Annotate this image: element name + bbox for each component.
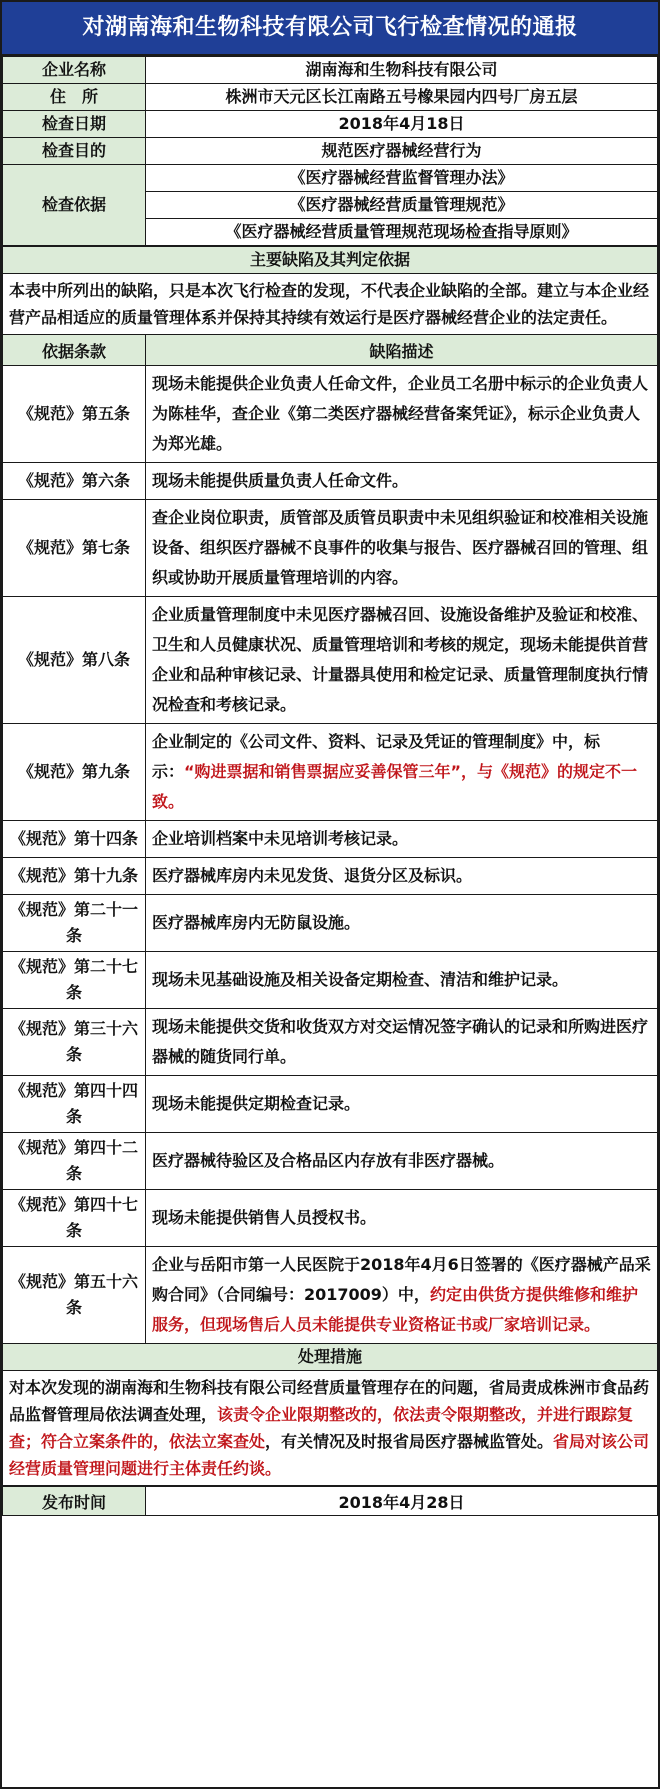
basis-label: 检查依据 xyxy=(3,165,146,246)
publish-table xyxy=(2,1486,658,1516)
defect-row xyxy=(3,366,658,463)
address-row xyxy=(3,84,658,111)
measures-text-highlight: 该责令企业限期整改的，依法责令限期整改，并进行跟踪复查；符合立案条件的，依法立案查处 xyxy=(9,1405,634,1451)
basis-item: 《医疗器械经营质量管理规范现场检查指导原则》 xyxy=(146,219,658,246)
defect-description xyxy=(146,1247,658,1344)
publish-row xyxy=(3,1487,658,1516)
defect-clause: 《规范》第四十七条 xyxy=(3,1190,146,1247)
basis-item: 《医疗器械经营质量管理规范》 xyxy=(146,192,658,219)
defect-description: 现场未能提供交货和收货双方对交运情况签字确认的记录和所购进医疗器械的随货同行单。 xyxy=(146,1009,658,1076)
company-label: 企业名称 xyxy=(3,57,146,84)
defect-row xyxy=(3,1076,658,1133)
measures-text-part: ，有关情况及时报省局医疗器械监管处。 xyxy=(265,1432,554,1451)
defect-description-text: 企业制定的《公司文件、资料、记录及凭证的管理制度》中，标示： xyxy=(152,732,601,781)
defect-row xyxy=(3,952,658,1009)
measures-text-highlight: 省局对该公司经营质量管理问题进行主体责任约谈。 xyxy=(9,1432,650,1478)
defect-clause: 《规范》第三十六条 xyxy=(3,1009,146,1076)
defect-clause: 《规范》第五条 xyxy=(3,366,146,463)
purpose-value: 规范医疗器械经营行为 xyxy=(146,138,658,165)
defect-row xyxy=(3,1190,658,1247)
measures-section-title: 处理措施 xyxy=(3,1344,658,1371)
description-column-header: 缺陷描述 xyxy=(146,335,658,366)
defect-row xyxy=(3,500,658,597)
defect-row xyxy=(3,1009,658,1076)
defect-description: 医疗器械库房内未见发货、退货分区及标识。 xyxy=(146,858,658,895)
defect-row xyxy=(3,463,658,500)
defect-description: 现场未能提供销售人员授权书。 xyxy=(146,1190,658,1247)
defect-row xyxy=(3,821,658,858)
defects-section-title: 主要缺陷及其判定依据 xyxy=(3,247,658,274)
defect-row xyxy=(3,895,658,952)
defect-description: 现场未能提供质量负责人任命文件。 xyxy=(146,463,658,500)
purpose-label: 检查目的 xyxy=(3,138,146,165)
company-value: 湖南海和生物科技有限公司 xyxy=(146,57,658,84)
inspection-date-value: 2018年4月18日 xyxy=(146,111,658,138)
defect-description: 企业质量管理制度中未见医疗器械召回、设施设备维护及验证和校准、卫生和人员健康状况、质量管理培训和考核的规定，现场未能提供首营企业和品种审核记录、计量器具使用和检定记录、质量管理制度执行情况检查和考核记录。 xyxy=(146,597,658,724)
defect-description: 现场未能提供定期检查记录。 xyxy=(146,1076,658,1133)
defect-description xyxy=(146,724,658,821)
publish-label: 发布时间 xyxy=(3,1487,146,1516)
defect-clause: 《规范》第十四条 xyxy=(3,821,146,858)
defect-clause: 《规范》第九条 xyxy=(3,724,146,821)
defect-row xyxy=(3,858,658,895)
address-label: 住 所 xyxy=(3,84,146,111)
defect-description: 现场未见基础设施及相关设备定期检查、清洁和维护记录。 xyxy=(146,952,658,1009)
defect-row xyxy=(3,1133,658,1190)
purpose-row xyxy=(3,138,658,165)
defect-description-highlight: 约定由供货方提供维修和维护服务，但现场售后人员未能提供专业资格证书或厂家培训记录。 xyxy=(152,1285,638,1334)
defect-clause: 《规范》第二十七条 xyxy=(3,952,146,1009)
defect-clause: 《规范》第二十一条 xyxy=(3,895,146,952)
defects-intro: 本表中所列出的缺陷，只是本次飞行检查的发现，不代表企业缺陷的全部。建立与本企业经营产品相适应的质量管理体系并保持其持续有效运行是医疗器械经营企业的法定责任。 xyxy=(3,274,658,335)
basis-row xyxy=(3,165,658,192)
inspection-date-row xyxy=(3,111,658,138)
defect-description: 医疗器械库房内无防鼠设施。 xyxy=(146,895,658,952)
defect-description: 查企业岗位职责，质管部及质管员职责中未见组织验证和校准相关设施设备、组织医疗器械不良事件的收集与报告、医疗器械召回的管理、组织或协助开展质量管理培训的内容。 xyxy=(146,500,658,597)
defect-description: 医疗器械待验区及合格品区内存放有非医疗器械。 xyxy=(146,1133,658,1190)
defect-clause: 《规范》第四十四条 xyxy=(3,1076,146,1133)
defect-description-text: 企业与岳阳市第一人民医院于2018年4月6日签署的《医疗器械产品采购合同》（合同编号：2017009）中， xyxy=(152,1255,651,1304)
defect-clause: 《规范》第十九条 xyxy=(3,858,146,895)
defect-clause: 《规范》第八条 xyxy=(3,597,146,724)
defect-description: 现场未能提供企业负责人任命文件，企业员工名册中标示的企业负责人为陈桂华，查企业《第二类医疗器械经营备案凭证》，标示企业负责人为郑光雄。 xyxy=(146,366,658,463)
address-value: 株洲市天元区长江南路五号橡果园内四号厂房五层 xyxy=(146,84,658,111)
publish-date: 2018年4月28日 xyxy=(146,1487,658,1516)
defect-clause: 《规范》第六条 xyxy=(3,463,146,500)
defect-clause: 《规范》第七条 xyxy=(3,500,146,597)
defect-clause: 《规范》第五十六条 xyxy=(3,1247,146,1344)
defect-row xyxy=(3,724,658,821)
measures-text xyxy=(3,1371,658,1486)
defect-row xyxy=(3,597,658,724)
basis-item: 《医疗器械经营监督管理办法》 xyxy=(146,165,658,192)
inspection-date-label: 检查日期 xyxy=(3,111,146,138)
defect-row xyxy=(3,1247,658,1344)
defect-clause: 《规范》第四十二条 xyxy=(3,1133,146,1190)
report-title: 对湖南海和生物科技有限公司飞行检查情况的通报 xyxy=(2,2,658,56)
company-info-table xyxy=(2,56,658,246)
defect-description-highlight: “购进票据和销售票据应妥善保管三年”，与《规范》的规定不一致。 xyxy=(152,762,638,811)
clause-column-header: 依据条款 xyxy=(3,335,146,366)
measures-text-part: 对本次发现的湖南海和生物科技有限公司经营质量管理存在的问题，省局责成株洲市食品药品监督管理局依法调查处理， xyxy=(9,1378,650,1424)
company-row xyxy=(3,57,658,84)
defect-description: 企业培训档案中未见培训考核记录。 xyxy=(146,821,658,858)
defects-table xyxy=(2,246,658,1486)
